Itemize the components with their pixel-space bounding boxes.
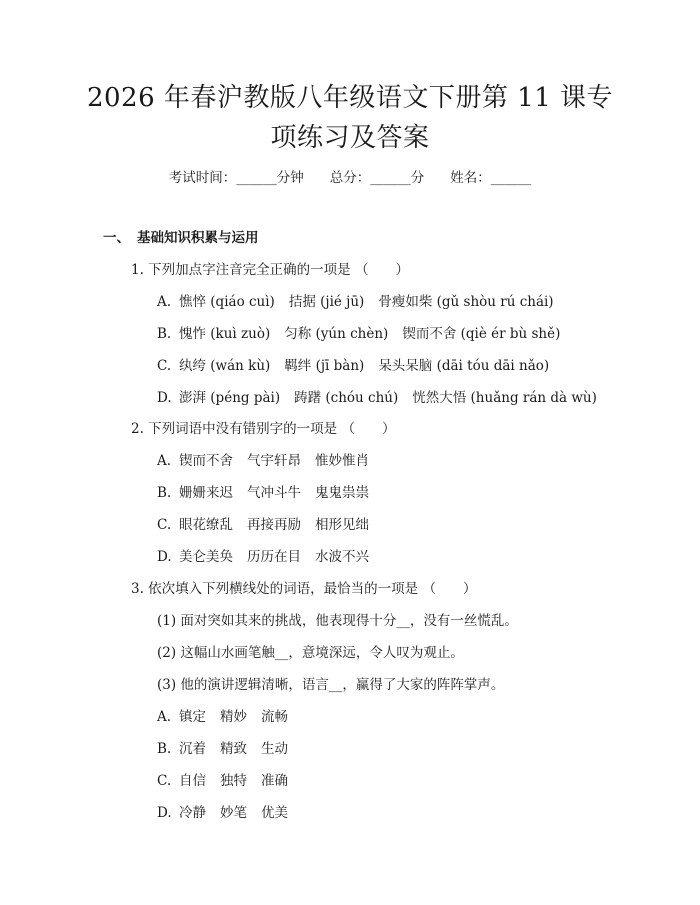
exam-total-score: 总分：______分 (329, 170, 425, 186)
option-letter: A. (157, 453, 172, 469)
section-title: 基础知识积累与运用 (137, 230, 259, 246)
option-letter: C. (157, 517, 172, 533)
option-word: 准确 (261, 773, 288, 789)
option-word: 惟妙惟肖 (315, 453, 369, 469)
section-heading (103, 228, 259, 248)
question-1-option-d (157, 388, 597, 408)
question-1-stem: 1. 下列加点字注音完全正确的一项是 （ ） (131, 262, 409, 278)
question-3-option-d (157, 803, 288, 823)
option-word: 精致 (220, 741, 247, 757)
exam-time: 考试时间：______分钟 (168, 170, 304, 186)
option-word: 踌躇 (chóu chú) (294, 390, 399, 406)
option-letter: C. (157, 773, 172, 789)
option-letter: B. (157, 741, 172, 757)
title-line-2: 项练习及答案 (270, 123, 430, 153)
question-3-option-c (157, 771, 288, 791)
option-word: 匀称 (yún chèn) (284, 326, 389, 342)
option-word: 冷静 (179, 805, 206, 821)
option-word: 姗姗来迟 (179, 485, 233, 501)
question-3-stem: 3. 依次填入下列横线处的词语，最恰当的一项是 （ ） (131, 581, 477, 597)
option-word: 锲而不舍 (179, 453, 233, 469)
option-word: 羁绊 (jī bàn) (284, 358, 365, 374)
question-2-option-d (157, 547, 369, 567)
option-word: 再接再励 (247, 517, 301, 533)
section-number: 一、 (103, 230, 130, 246)
exam-meta (0, 168, 700, 188)
question-2-option-a (157, 451, 369, 471)
question-3-option-b (157, 739, 288, 759)
option-letter: B. (157, 485, 172, 501)
option-word: 独特 (220, 773, 247, 789)
option-word: 妙笔 (220, 805, 247, 821)
option-word: 水波不兴 (315, 549, 369, 565)
option-word: 纨绔 (wán kù) (179, 358, 271, 374)
option-word: 自信 (179, 773, 206, 789)
option-letter: B. (157, 326, 172, 342)
option-word: 镇定 (179, 709, 206, 725)
option-word: 恍然大悟 (huǎng rán dà wù) (412, 390, 597, 406)
option-letter: D. (157, 390, 172, 406)
question-3-sub-item-1: (1) 面对突如其来的挑战，他表现得十分__，没有一丝慌乱。 (157, 613, 518, 629)
option-word: 愧怍 (kuì zuò) (179, 326, 271, 342)
option-word: 呆头呆脑 (dāi tóu dāi nǎo) (378, 358, 550, 374)
question-1-option-a (157, 292, 554, 312)
option-letter: A. (157, 294, 172, 310)
option-letter: C. (157, 358, 172, 374)
option-word: 生动 (261, 741, 288, 757)
option-word: 眼花缭乱 (179, 517, 233, 533)
option-word: 流畅 (261, 709, 288, 725)
option-letter: D. (157, 805, 172, 821)
option-letter: D. (157, 549, 172, 565)
option-word: 美仑美奂 (179, 549, 233, 565)
option-word: 历历在目 (247, 549, 301, 565)
option-word: 相形见绌 (315, 517, 369, 533)
question-1-option-b (157, 324, 560, 344)
question-2-option-c (157, 515, 369, 535)
option-word: 骨瘦如柴 (gǔ shòu rú chái) (378, 294, 554, 310)
option-word: 精妙 (220, 709, 247, 725)
option-word: 澎湃 (péng pài) (179, 390, 281, 406)
question-2-option-b (157, 483, 369, 503)
question-1-option-c (157, 356, 549, 376)
option-word: 沉着 (179, 741, 206, 757)
title-line-1: 2026 年春沪教版八年级语文下册第 11 课专 (86, 83, 614, 113)
option-word: 气宇轩昂 (247, 453, 301, 469)
question-3-sub-item-2: (2) 这幅山水画笔触__，意境深远，令人叹为观止。 (157, 645, 464, 661)
option-word: 气冲斗牛 (247, 485, 301, 501)
document-title (0, 78, 700, 158)
option-word: 憔悴 (qiáo cuì) (179, 294, 275, 310)
exam-name-field: 姓名：______ (450, 170, 532, 186)
question-3-option-a (157, 707, 288, 727)
option-letter: A. (157, 709, 172, 725)
question-3-sub-item-3: (3) 他的演讲逻辑清晰，语言__，赢得了大家的阵阵掌声。 (157, 677, 505, 693)
question-2-stem: 2. 下列词语中没有错别字的一项是 （ ） (131, 421, 396, 437)
option-word: 鬼鬼祟祟 (315, 485, 369, 501)
option-word: 锲而不舍 (qiè ér bù shě) (402, 326, 561, 342)
option-word: 优美 (261, 805, 288, 821)
option-word: 拮据 (jié jū) (288, 294, 365, 310)
